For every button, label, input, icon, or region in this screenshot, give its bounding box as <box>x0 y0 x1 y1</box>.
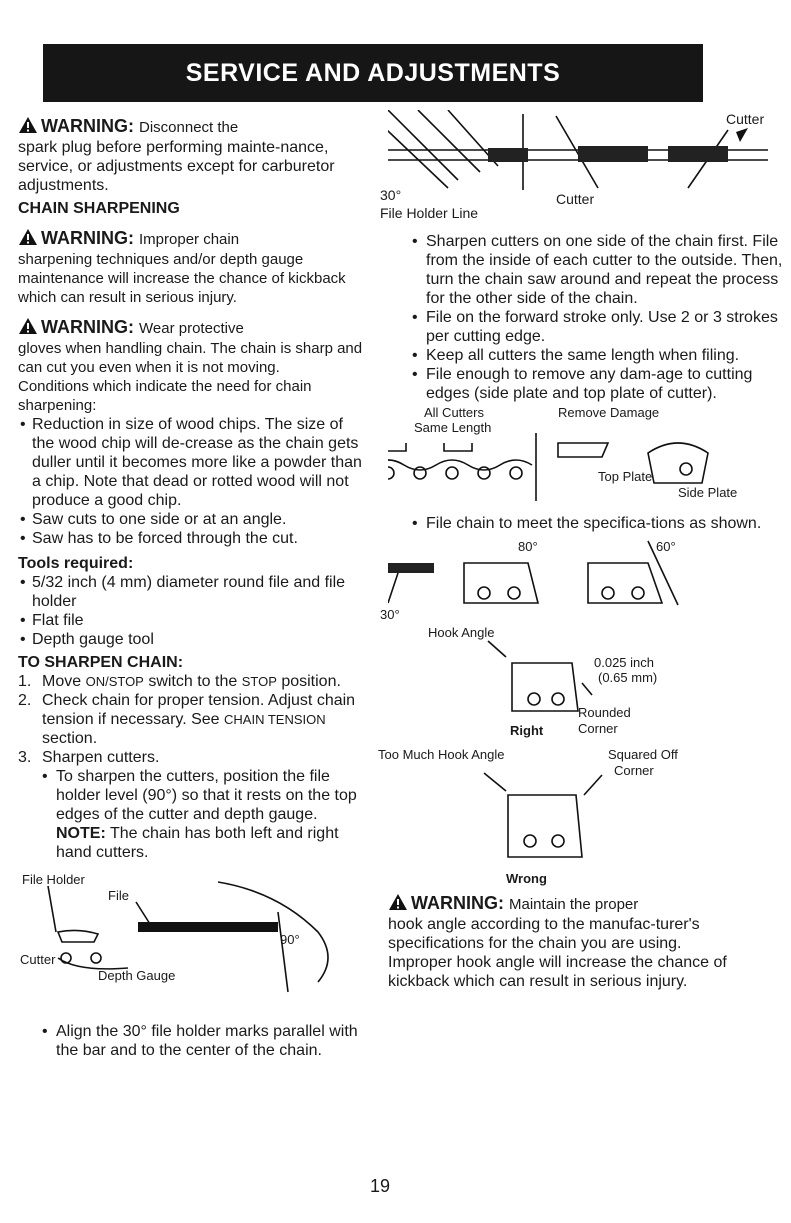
label-squared-off: Squared Off <box>608 747 678 762</box>
hook-angle-wrong-diagram <box>378 733 788 886</box>
label-corner: Corner <box>614 763 654 778</box>
section-banner <box>43 44 703 102</box>
label-30-degrees: 30° <box>380 187 402 203</box>
warning-label: WARNING: <box>41 116 134 136</box>
warning-triangle-icon <box>18 317 38 339</box>
sharpen-bullet: • File enough to remove any dam-age to cutting edges (side plate and top plate of cutter). <box>388 365 788 403</box>
warning-label: WARNING: <box>41 317 134 337</box>
heading-tools-required: Tools required: <box>18 555 134 572</box>
warning-gloves <box>18 317 363 339</box>
warning-triangle-icon <box>18 116 38 138</box>
warning-triangle-icon <box>388 893 408 915</box>
hook-angle-wrong-illustration <box>388 733 788 883</box>
label-right: Right <box>510 723 544 738</box>
label-depth-gauge: Depth Gauge <box>98 968 176 983</box>
step-3-sub-bullet: • To sharpen the cutters, position the file holder level (90°) so that it rests on the top edges of the cutter and depth gauge. <box>18 767 363 824</box>
warning-text-cont: hook angle according to the manufac-turer's specifications for the chain you are using. Improper hook angle will increase the chance of kickback which can result in serious injury. <box>388 916 727 990</box>
label-corner: Corner <box>578 721 618 736</box>
warning-improper-sharpening <box>18 228 363 250</box>
warning-hook-angle <box>388 893 788 915</box>
cutter-length-diagram <box>388 403 788 508</box>
warning-text: Disconnect the <box>139 119 239 136</box>
label-too-much-hook-angle: Too Much Hook Angle <box>378 747 505 762</box>
sharpen-bullet: • Sharpen cutters on one side of the chain first. File from the inside of each cutter to the outside. Then, turn the chain saw around and repeat the process for the other side of the chain. <box>388 232 788 308</box>
label-side-plate: Side Plate <box>678 485 738 500</box>
file-holder-diagram <box>18 862 363 1012</box>
file-holder-illustration <box>18 862 363 1012</box>
conditions-intro: Conditions which indicate the need for chain sharpening: <box>18 378 312 414</box>
condition-bullet: • Saw cuts to one side or at an angle. <box>18 510 363 529</box>
label-60-degrees: 60° <box>656 539 676 554</box>
label-cutter-top: Cutter <box>726 111 765 127</box>
label-file: File <box>108 888 129 903</box>
section-title: SERVICE AND ADJUSTMENTS <box>185 58 561 87</box>
heading-chain-sharpening: CHAIN SHARPENING <box>18 200 180 217</box>
warning-disconnect <box>18 116 363 138</box>
chain-length-illustration <box>388 403 788 508</box>
label-30-degrees: 30° <box>380 607 400 622</box>
label-remove-damage: Remove Damage <box>558 405 660 420</box>
warning-label: WARNING: <box>411 893 504 913</box>
warning-label: WARNING: <box>41 228 134 248</box>
warning-text: Improper chain <box>139 231 240 248</box>
hook-angle-right-illustration <box>388 623 788 733</box>
step-2: 2. Check chain for proper tension. Adjust chain tension if necessary. See CHAIN TENSION section. <box>18 692 356 747</box>
cutter-angle-diagram <box>380 110 788 221</box>
label-file-holder-line: File Holder Line <box>380 205 479 221</box>
label-all-cutters: All Cutters <box>424 405 484 420</box>
step-3: 3. Sharpen cutters. <box>18 749 160 766</box>
label-hook-angle: Hook Angle <box>428 625 495 640</box>
condition-bullet: • Reduction in size of wood chips. The size of the wood chip will de-crease as the chain gets duller until it becomes more like a powder than a chip. Note that dead or rotted wood will not produce a good chip. <box>18 415 363 510</box>
label-wrong: Wrong <box>506 871 547 886</box>
tool-item: • Depth gauge tool <box>18 630 363 649</box>
tool-item: • Flat file <box>18 611 363 630</box>
align-bullet: • Align the 30° file holder marks parallel with the bar and to the center of the chain. <box>18 1022 363 1060</box>
warning-triangle-icon <box>18 228 38 250</box>
note: NOTE: The chain has both left and right hand cutters. <box>56 825 339 861</box>
warning-text-cont: sharpening techniques and/or depth gauge maintenance will increase the chance of kickback which can result in serious injury. <box>18 251 346 306</box>
label-dimension-inch: 0.025 inch <box>594 655 654 670</box>
condition-bullet: • Saw has to be forced through the cut. <box>18 529 363 548</box>
sharpen-bullet: • File on the forward stroke only. Use 2 or 3 strokes per cutting edge. <box>388 308 788 346</box>
label-80-degrees: 80° <box>518 539 538 554</box>
warning-text: Maintain the proper <box>509 896 639 913</box>
label-dimension-mm: (0.65 mm) <box>598 670 658 685</box>
cutter-angle-illustration <box>388 110 788 220</box>
spec-angle-illustration <box>388 533 788 623</box>
warning-text-cont: gloves when handling chain. The chain is sharp and can cut you even when it is not moving. <box>18 340 363 376</box>
spec-angle-diagram <box>380 533 788 623</box>
spec-bullet: • File chain to meet the specifica-tions as shown. <box>388 514 788 533</box>
step-1: 1. Move ON/STOP switch to the STOP position. <box>18 673 341 690</box>
label-same-length: Same Length <box>414 420 492 435</box>
label-cutter: Cutter <box>20 952 56 967</box>
label-cutter-mid: Cutter <box>556 191 595 207</box>
hook-angle-right-diagram <box>388 623 788 738</box>
page-number: 19 <box>370 1176 391 1196</box>
tool-item: • 5/32 inch (4 mm) diameter round file and file holder <box>18 573 363 611</box>
label-top-plate: Top Plate <box>598 469 653 484</box>
label-file-holder: File Holder <box>22 872 85 887</box>
label-rounded: Rounded <box>578 705 631 720</box>
warning-text: Wear protective <box>139 320 244 337</box>
label-90-degrees: 90° <box>280 932 300 947</box>
sharpen-bullet: • Keep all cutters the same length when filing. <box>388 346 788 365</box>
left-column <box>18 110 363 1060</box>
heading-to-sharpen: TO SHARPEN CHAIN: <box>18 654 184 671</box>
warning-text-cont: spark plug before performing mainte-nance, service, or adjustments except for carburetor adjustments. <box>18 139 335 194</box>
right-column <box>378 110 788 991</box>
